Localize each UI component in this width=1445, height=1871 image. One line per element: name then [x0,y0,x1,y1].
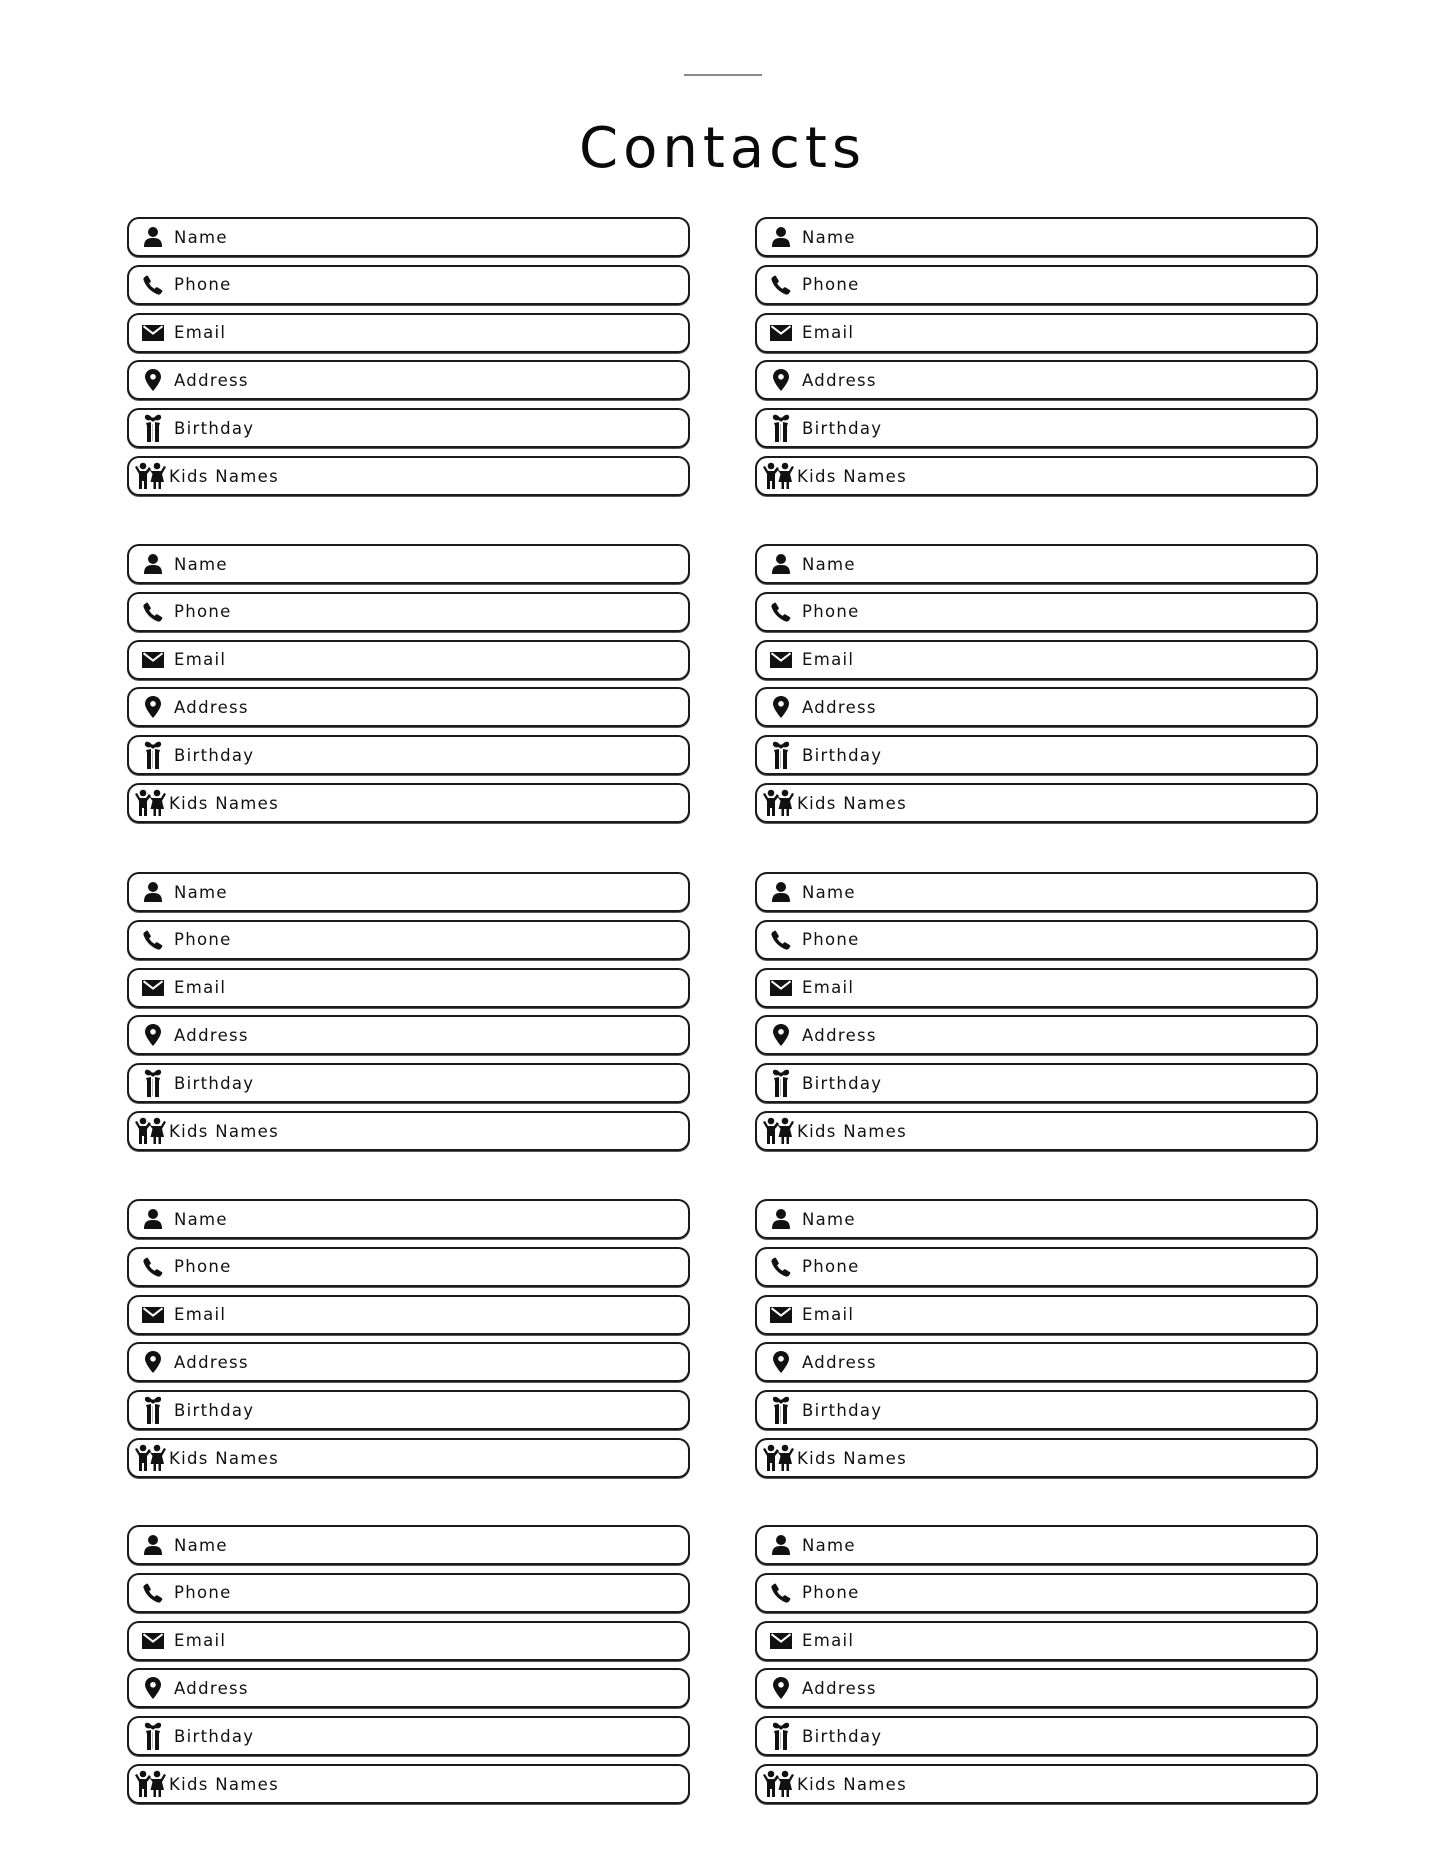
field-label: Birthday [174,745,255,765]
field-address[interactable] [127,1668,690,1708]
field-label: Email [802,650,855,670]
field-label: Email [174,978,227,998]
field-kids-names[interactable] [127,1764,690,1804]
person-icon [769,880,793,904]
field-label: Email [174,1305,227,1325]
field-label: Kids Names [797,1121,907,1141]
field-address[interactable] [127,1342,690,1382]
envelope-icon [769,1629,793,1653]
field-birthday[interactable] [127,735,690,775]
field-name[interactable] [755,1525,1318,1565]
field-address[interactable] [755,360,1318,400]
field-phone[interactable] [127,1573,690,1613]
field-label: Phone [174,1583,232,1603]
children-icon [763,1446,795,1470]
phone-icon [769,273,793,297]
person-icon [141,1533,165,1557]
field-label: Address [174,1352,249,1372]
phone-icon [769,928,793,952]
envelope-icon [769,321,793,345]
field-label: Address [802,697,877,717]
children-icon [135,791,167,815]
field-name[interactable] [127,217,690,257]
field-label: Phone [174,930,232,950]
map-pin-icon [141,1676,165,1700]
map-pin-icon [769,368,793,392]
field-name[interactable] [127,1199,690,1239]
field-label: Kids Names [797,1774,907,1794]
field-email[interactable] [127,640,690,680]
field-address[interactable] [127,1015,690,1055]
field-address[interactable] [755,1668,1318,1708]
field-label: Address [174,370,249,390]
field-name[interactable] [127,544,690,584]
field-email[interactable] [755,1295,1318,1335]
envelope-icon [141,1629,165,1653]
field-label: Email [802,323,855,343]
field-phone[interactable] [127,1247,690,1287]
field-kids-names[interactable] [755,456,1318,496]
phone-icon [141,273,165,297]
field-phone[interactable] [755,1247,1318,1287]
map-pin-icon [769,1350,793,1374]
envelope-icon [141,976,165,1000]
gift-icon [769,1724,793,1748]
field-phone[interactable] [127,592,690,632]
field-birthday[interactable] [755,735,1318,775]
field-label: Name [174,554,228,574]
field-phone[interactable] [127,265,690,305]
map-pin-icon [141,368,165,392]
field-address[interactable] [755,1015,1318,1055]
field-label: Birthday [174,418,255,438]
field-label: Email [802,1305,855,1325]
field-label: Name [174,882,228,902]
field-label: Kids Names [169,1774,279,1794]
map-pin-icon [769,1023,793,1047]
map-pin-icon [769,695,793,719]
field-label: Kids Names [169,1448,279,1468]
person-icon [769,1533,793,1557]
gift-icon [141,1724,165,1748]
field-phone[interactable] [755,1573,1318,1613]
field-email[interactable] [127,968,690,1008]
field-birthday[interactable] [127,1063,690,1103]
field-address[interactable] [127,687,690,727]
field-email[interactable] [755,640,1318,680]
field-birthday[interactable] [755,1390,1318,1430]
field-name[interactable] [755,544,1318,584]
field-label: Email [174,650,227,670]
gift-icon [769,416,793,440]
person-icon [141,225,165,249]
gift-icon [769,1071,793,1095]
field-label: Kids Names [797,1448,907,1468]
map-pin-icon [141,695,165,719]
field-label: Email [174,323,227,343]
gift-icon [141,1071,165,1095]
field-label: Name [802,554,856,574]
phone-icon [141,928,165,952]
phone-icon [141,1255,165,1279]
field-label: Address [174,1025,249,1045]
phone-icon [769,1255,793,1279]
field-label: Address [802,1352,877,1372]
field-label: Birthday [174,1726,255,1746]
field-birthday[interactable] [127,1716,690,1756]
envelope-icon [141,321,165,345]
children-icon [135,1446,167,1470]
field-label: Phone [802,1583,860,1603]
field-label: Name [802,882,856,902]
field-kids-names[interactable] [127,456,690,496]
field-label: Birthday [802,418,883,438]
envelope-icon [141,1303,165,1327]
field-phone[interactable] [755,592,1318,632]
field-label: Phone [802,275,860,295]
children-icon [135,1772,167,1796]
field-email[interactable] [127,1621,690,1661]
field-label: Phone [174,602,232,622]
field-name[interactable] [755,1199,1318,1239]
field-kids-names[interactable] [755,1438,1318,1478]
field-label: Phone [802,602,860,622]
phone-icon [141,600,165,624]
field-label: Address [174,697,249,717]
field-label: Birthday [802,1073,883,1093]
field-kids-names[interactable] [755,783,1318,823]
field-kids-names[interactable] [755,1111,1318,1151]
person-icon [141,880,165,904]
field-label: Email [802,1631,855,1651]
field-name[interactable] [127,872,690,912]
field-address[interactable] [755,687,1318,727]
phone-icon [769,600,793,624]
gift-icon [141,416,165,440]
person-icon [769,1207,793,1231]
field-label: Name [174,1209,228,1229]
field-label: Birthday [802,1400,883,1420]
field-kids-names[interactable] [127,783,690,823]
field-email[interactable] [755,968,1318,1008]
map-pin-icon [141,1350,165,1374]
field-label: Birthday [174,1400,255,1420]
phone-icon [769,1581,793,1605]
field-label: Phone [802,930,860,950]
field-label: Address [174,1678,249,1698]
field-label: Birthday [802,745,883,765]
gift-icon [141,743,165,767]
field-name[interactable] [755,872,1318,912]
map-pin-icon [141,1023,165,1047]
person-icon [141,1207,165,1231]
field-label: Email [174,1631,227,1651]
field-label: Kids Names [169,1121,279,1141]
field-label: Name [174,1535,228,1555]
field-label: Phone [174,1257,232,1277]
map-pin-icon [769,1676,793,1700]
gift-icon [769,1398,793,1422]
field-email[interactable] [127,1295,690,1335]
field-birthday[interactable] [755,1716,1318,1756]
gift-icon [769,743,793,767]
field-label: Name [174,227,228,247]
field-birthday[interactable] [755,408,1318,448]
envelope-icon [769,648,793,672]
children-icon [763,791,795,815]
children-icon [763,1772,795,1796]
field-email[interactable] [755,313,1318,353]
person-icon [769,225,793,249]
field-label: Kids Names [797,466,907,486]
field-label: Phone [174,275,232,295]
field-label: Birthday [174,1073,255,1093]
title-divider [684,74,762,76]
field-label: Name [802,1209,856,1229]
field-label: Address [802,1025,877,1045]
field-kids-names[interactable] [127,1111,690,1151]
field-email[interactable] [755,1621,1318,1661]
field-address[interactable] [127,360,690,400]
field-label: Name [802,227,856,247]
field-label: Birthday [802,1726,883,1746]
field-kids-names[interactable] [755,1764,1318,1804]
field-label: Kids Names [169,793,279,813]
children-icon [763,464,795,488]
children-icon [763,1119,795,1143]
field-birthday[interactable] [127,408,690,448]
gift-icon [141,1398,165,1422]
children-icon [135,464,167,488]
field-label: Email [802,978,855,998]
field-label: Address [802,370,877,390]
page-title: Contacts [578,115,867,181]
field-kids-names[interactable] [127,1438,690,1478]
field-email[interactable] [127,313,690,353]
envelope-icon [141,648,165,672]
field-phone[interactable] [127,920,690,960]
field-label: Address [802,1678,877,1698]
person-icon [769,552,793,576]
field-phone[interactable] [755,265,1318,305]
envelope-icon [769,1303,793,1327]
field-label: Kids Names [169,466,279,486]
children-icon [135,1119,167,1143]
field-birthday[interactable] [127,1390,690,1430]
field-phone[interactable] [755,920,1318,960]
field-label: Name [802,1535,856,1555]
person-icon [141,552,165,576]
field-label: Phone [802,1257,860,1277]
envelope-icon [769,976,793,1000]
field-birthday[interactable] [755,1063,1318,1103]
field-address[interactable] [755,1342,1318,1382]
field-label: Kids Names [797,793,907,813]
field-name[interactable] [755,217,1318,257]
phone-icon [141,1581,165,1605]
field-name[interactable] [127,1525,690,1565]
